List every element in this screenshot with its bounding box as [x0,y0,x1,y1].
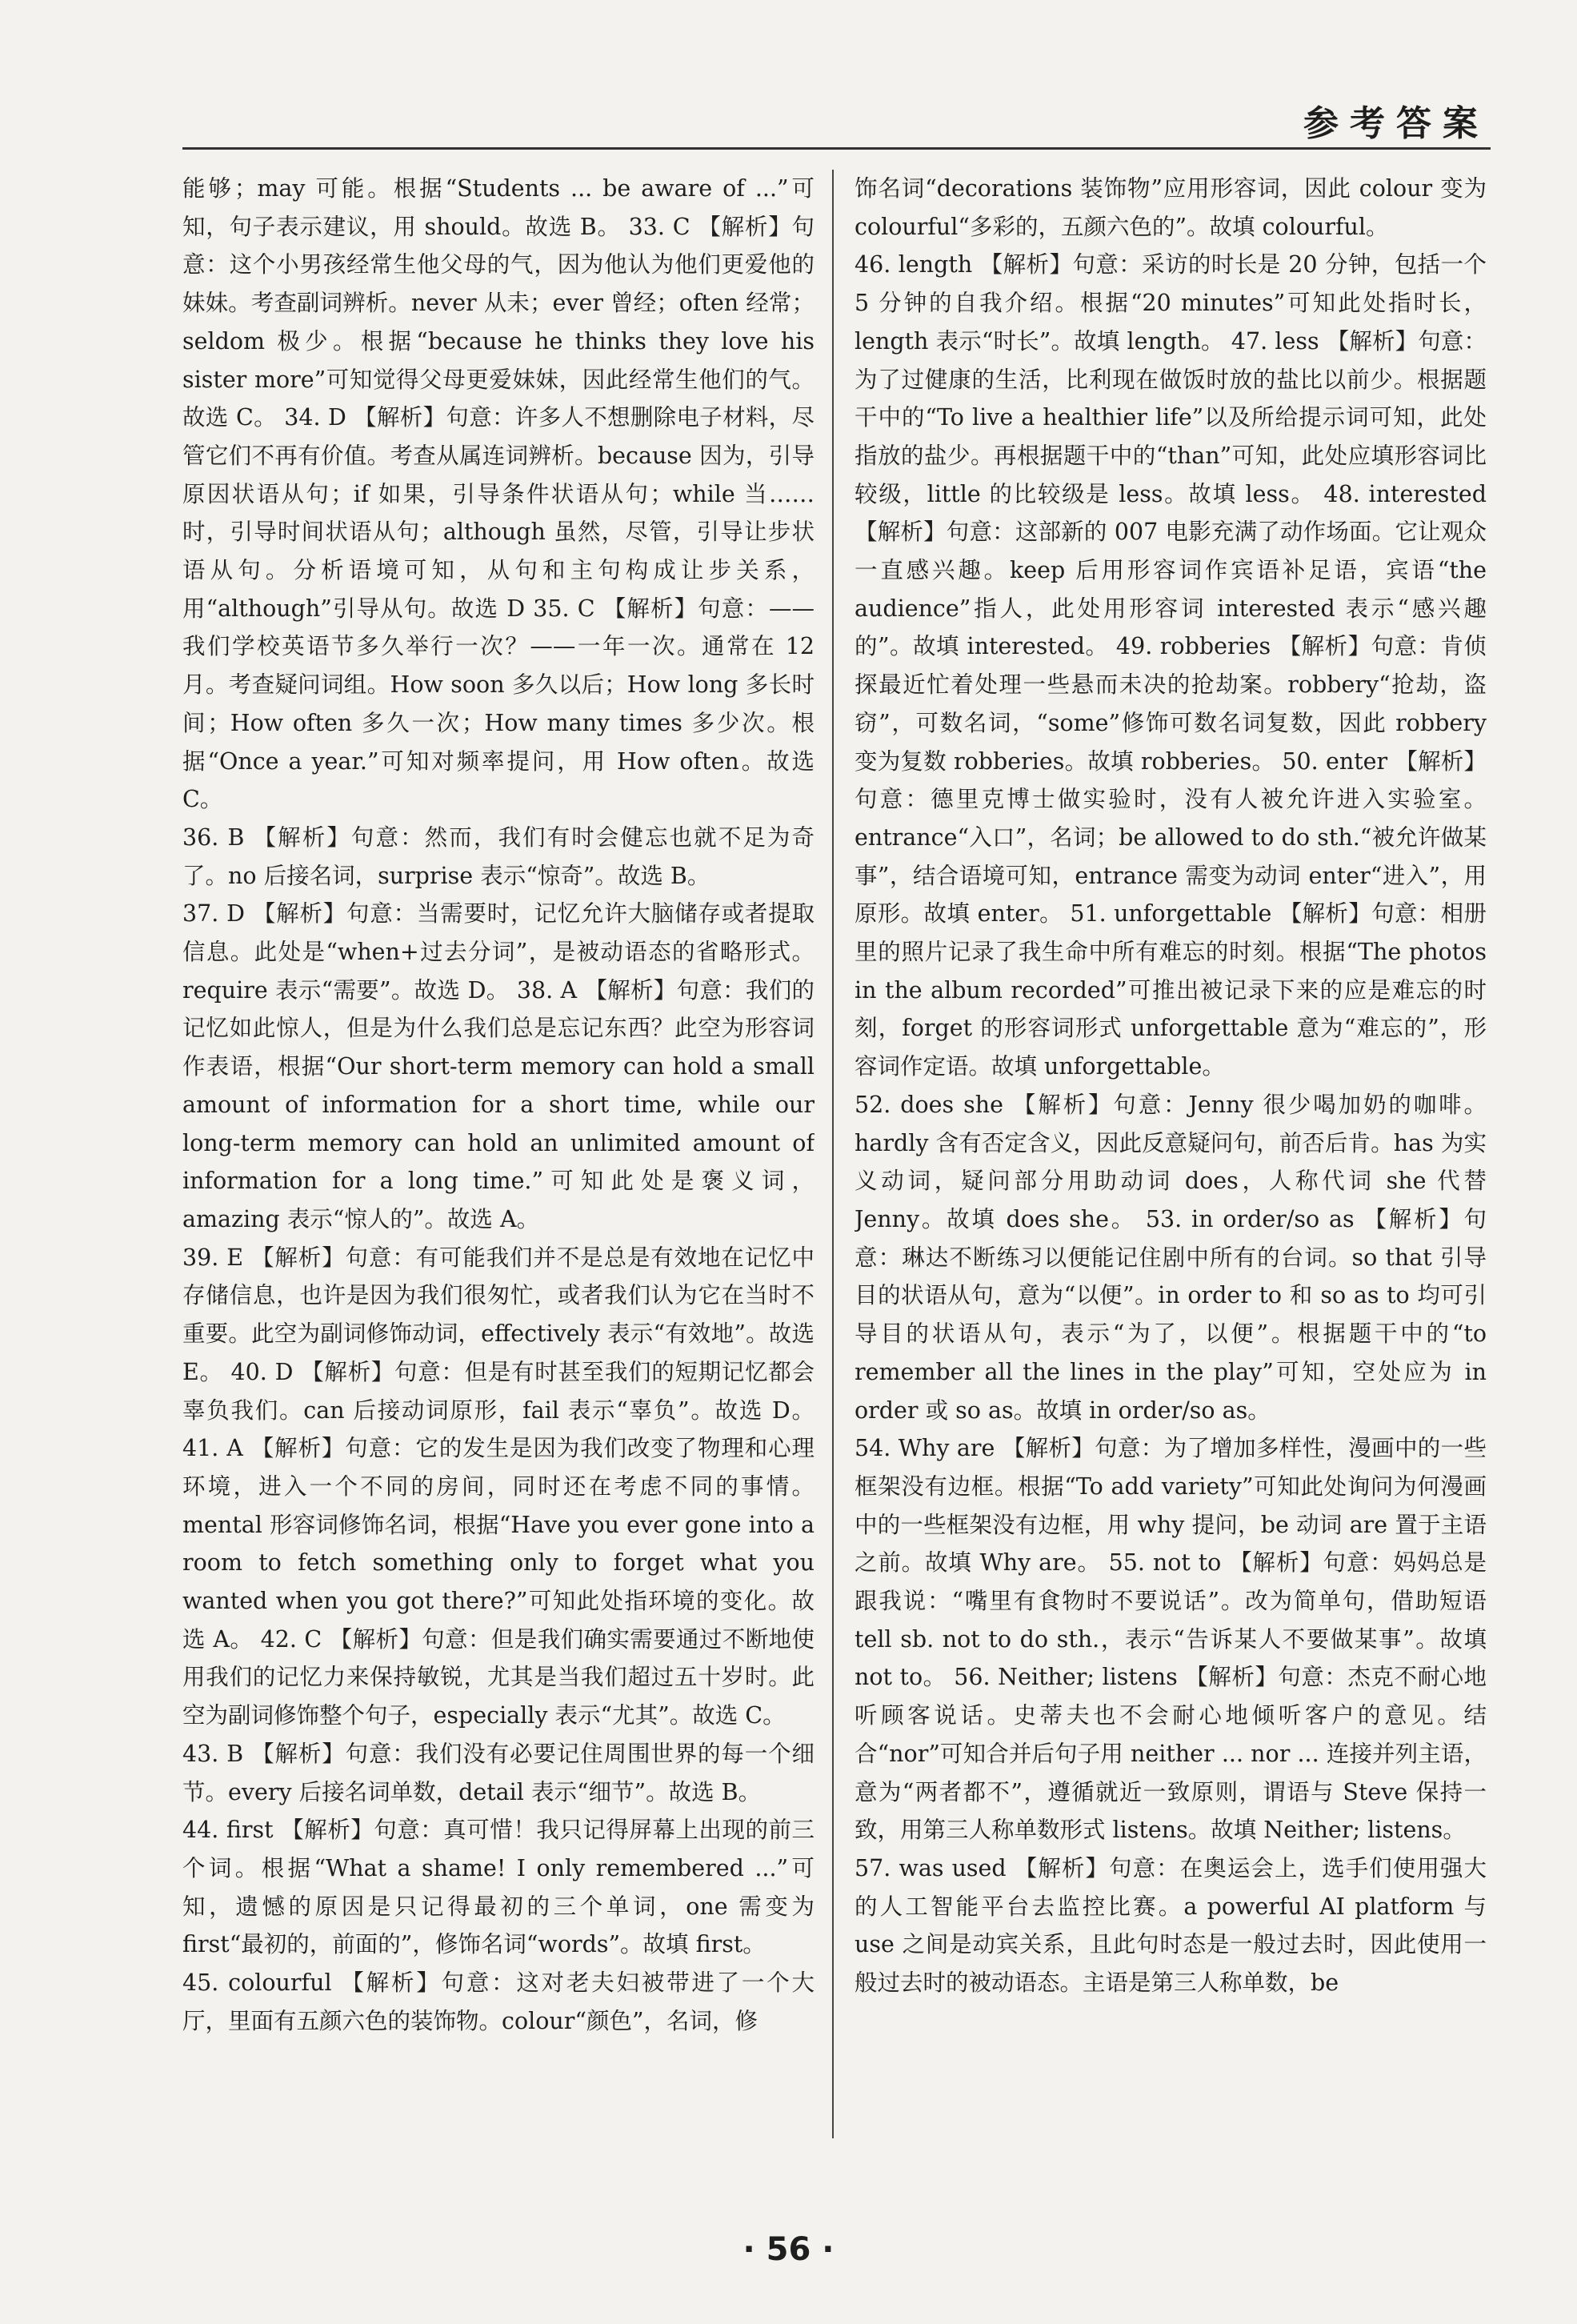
paragraph [855,1849,1487,2002]
header-rule [182,147,1491,150]
paragraph [182,1964,815,2040]
column-divider [832,170,834,2138]
paragraph [855,1086,1487,1429]
answer-text: 饰名词“decorations 装饰物”应用形容词，因此 colour 变为 colourful“多彩的，五颜六色的”。故填 colourful。 [855,175,1487,240]
answer-text: 能够；may 可能。根据“Students ... be aware of ...”可知，句子表示建议，用 should。故选 B。 33. C 【解析】句意：这个小男孩经常生他父母的气，因为他认为他们更爱他的妹妹。考查副词辨析。never 从未；ever 曾经；often 经常；seldom 极少。根据“because he thinks they love his sister more”可知觉得父母更爱妹妹，因此经常生他们的气。故选 C。 34. D 【解析】句意：许多人不想删除电子材料，尽管它们不再有价值。考查从属连词辨析。because 因为，引导原因状语从句；if 如果，引导条件状语从句；while 当……时，引导时间状语从句；although 虽然，尽管，引导让步状语从句。分析语境可知，从句和主句构成让步关系，用“although”引导从句。故选 D 35. C 【解析】句意：——我们学校英语节多久举行一次？——一年一次。通常在 12 月。考查疑问词组。How soon 多久以后；How long 多长时间；How often 多久一次；How many times 多少次。根据“Once a year.”可知对频率提问，用 How often。故选 C。 [182,175,815,813]
paragraph [182,170,815,819]
paragraph [182,1811,815,1964]
answer-text: 36. B 【解析】句意：然而，我们有时会健忘也就不足为奇了。no 后接名词，surprise 表示“惊奇”。故选 B。 [182,823,815,889]
paragraph [182,819,815,895]
answer-text: 43. B 【解析】句意：我们没有必要记住周围世界的每一个细节。every 后接名词单数，detail 表示“细节”。故选 B。 [182,1740,815,1805]
header-title: 参考答案 [1303,103,1489,144]
answer-text: 37. D 【解析】句意：当需要时，记忆允许大脑储存或者提取信息。此处是“when+过去分词”，是被动语态的省略形式。require 表示“需要”。故选 D。 38. A 【解析】句意：我们的记忆如此惊人，但是为什么我们总是忘记东西？此空为形容词作表语，根据“Our short-term memory can hold a small amount of information for a short time, while our long-term memory can hold an unlimited amount of information for a long time.”可知此处是褒义词，amazing 表示“惊人的”。故选 A。 [182,900,815,1232]
answer-text: 44. first 【解析】句意：真可惜！我只记得屏幕上出现的前三个词。根据“What a shame! I only remembered ...”可知，遗憾的原因是只记得最初的三个单词，one 需变为 first“最初的，前面的”，修饰名词“words”。故填 first。 [182,1817,815,1958]
paragraph [182,895,815,1238]
answer-text: 39. E 【解析】句意：有可能我们并不是总是有效地在记忆中存储信息，也许是因为我们很匆忙，或者我们认为它在当时不重要。此空为副词修饰动词，effectively 表示“有效地”。故选 E。 40. D 【解析】句意：但是有时甚至我们的短期记忆都会辜负我们。can 后接动词原形，fail 表示“辜负”。故选 D。 41. A 【解析】句意：它的发生是因为我们改变了物理和心理环境，进入一个不同的房间，同时还在考虑不同的事情。mental 形容词修饰名词，根据“Have you ever gone into a room to fetch something only to forget what you wanted when you got there?”可知此处指环境的变化。故选 A。 42. C 【解析】句意：但是我们确实需要通过不断地使用我们的记忆力来保持敏锐，尤其是当我们超过五十岁时。此空为副词修饰整个句子，especially 表示“尤其”。故选 C。 [182,1244,815,1729]
right-column [855,170,1487,2146]
answer-text: 54. Why are 【解析】句意：为了增加多样性，漫画中的一些框架没有边框。根据“To add variety”可知此处询问为何漫画中的一些框架没有边框，用 why 提问，be 动词 are 置于主语之前。故填 Why are。 55. not to 【解析】句意：妈妈总是跟我说：“嘴里有食物时不要说话”。改为简单句，借助短语 tell sb. not to do sth.，表示“告诉某人不要做某事”。故填 not to。 56. Neither; listens 【解析】句意：杰克不耐心地听顾客说话。史蒂夫也不会耐心地倾听客户的意见。结合“nor”可知合并后句子用 neither ... nor ... 连接并列主语，意为“两者都不”，遵循就近一致原则，谓语与 Steve 保持一致，用第三人称单数形式 listens。故填 Neither; listens。 [855,1435,1487,1844]
paragraph [855,1429,1487,1849]
paragraph [855,170,1487,246]
answer-text: 45. colourful 【解析】句意：这对老夫妇被带进了一个大厅，里面有五颜六色的装饰物。colour“颜色”，名词，修 [182,1969,815,2034]
paragraph [182,1735,815,1811]
answer-text: 46. length 【解析】句意：采访的时长是 20 分钟，包括一个 5 分钟的自我介绍。根据“20 minutes”可知此处指时长，length 表示“时长”。故填 length。 47. less 【解析】句意：为了过健康的生活，比利现在做饭时放的盐比以前少。根据题干中的“To live a healthier life”以及所给提示词可知，此处指放的盐少。再根据题干中的“than”可知，此处应填形容词比较级，little 的比较级是 less。故填 less。 48. interested 【解析】句意：这部新的 007 电影充满了动作场面。它让观众一直感兴趣。keep 后用形容词作宾语补足语，宾语“the audience”指人，此处用形容词 interested 表示“感兴趣的”。故填 interested。 49. robberies 【解析】句意：肯侦探最近忙着处理一些悬而未决的抢劫案。robbery“抢劫，盗窃”，可数名词，“some”修饰可数名词复数，因此 robbery 变为复数 robberies。故填 robberies。 50. enter 【解析】句意：德里克博士做实验时，没有人被允许进入实验室。entrance“入口”，名词；be allowed to do sth.“被允许做某事”，结合语境可知，entrance 需变为动词 enter“进入”，用原形。故填 enter。 51. unforgettable 【解析】句意：相册里的照片记录了我生命中所有难忘的时刻。根据“The photos in the album recorded”可推出被记录下来的应是难忘的时刻，forget 的形容词形式 unforgettable 意为“难忘的”，形容词作定语。故填 unforgettable。 [855,251,1487,1080]
paragraph [182,1239,815,1735]
paragraph [855,246,1487,1085]
left-column [182,170,815,2146]
page-number: · 56 · [742,2231,835,2268]
answer-text: 52. does she 【解析】句意：Jenny 很少喝加奶的咖啡。hardly 含有否定含义，因此反意疑问句，前否后肯。has 为实义动词，疑问部分用助动词 does，人称代词 she 代替 Jenny。故填 does she。 53. in order/so as 【解析】句意：琳达不断练习以便能记住剧中所有的台词。so that 引导目的状语从句，意为“以便”。in order to 和 so as to 均可引导目的状语从句，表示“为了，以便”。根据题干中的“to remember all the lines in the play”可知，空处应为 in order 或 so as。故填 in order/so as。 [855,1091,1487,1424]
answer-text: 57. was used 【解析】句意：在奥运会上，选手们使用强大的人工智能平台去监控比赛。a powerful AI platform 与 use 之间是动宾关系，且此句时态是一般过去时，因此使用一般过去时的被动语态。主语是第三人称单数，be [855,1854,1487,1997]
